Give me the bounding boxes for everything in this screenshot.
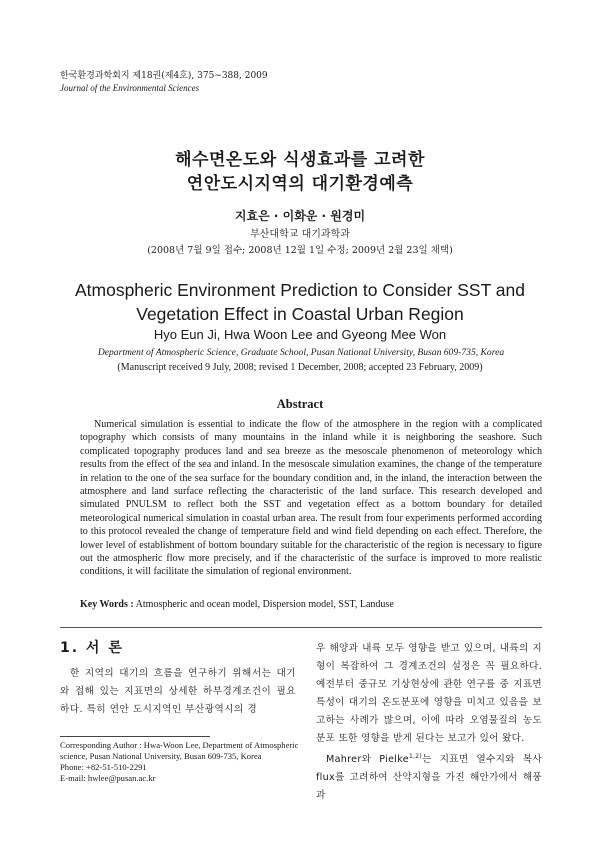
- keywords-label: Key Words :: [80, 599, 134, 610]
- intro-paragraph-2: [316, 748, 542, 805]
- footnote-divider: [60, 736, 210, 737]
- korean-authors: 지효은 · 이화운 · 원경미: [234, 209, 366, 223]
- english-title: [0, 278, 600, 326]
- intro-citation-authors: Mahrer와 Pielke: [326, 754, 409, 766]
- abstract-body: Numerical simulation is essential to indicate the flow of the atmosphere in the region with a complicated topography which consists of many mountains in the inland while it is neighboring the seashore. Such complicated topography produces land and sea breeze as the mesoscale phenomenon of meteorology which results from the effect of the sea and inland. In the mesoscale simulation examines, the change of the temperature in relation to the one of the sea surface for the boundary condition and, in the inland, the interaction between the atmosphere and land surface reflecting the characteristic of the land surface. This research developed and simulated PNULSM to reflect both the SST and vegetation effect as a bottom boundary for detailed meteorological numerical simulation in coastal urban area. The result from four experiments performed according to this protocol revealed the change of temperature field and wind field depending on each effect. Therefore, the lower level of establishment of bottom boundary suitable for the characteristic of the region is necessary to figure out the atmospheric flow more precisely, and if the characteristic of the surface is improved to more realistic conditions, it will facilitate the simulation of regional environment.: [80, 419, 542, 578]
- intro-paragraph-1: 우 해양과 내륙 모두 영향을 받고 있으며, 내륙의 지형이 복잡하여 그 경계조건의 설정은 꼭 필요하다. 예전부터 중규모 기상현상에 관한 연구를 중 지표면 특성이 대기의 온도분포에 영향을 미치고 있음을 보고하는 사례가 많으며, 이에 따라 오염물질의 농도 분포 또한 영향을 받게 된다는 보고가 있어 왔다.: [316, 643, 542, 744]
- korean-affiliation: 부산대학교 대기과학과: [250, 229, 350, 240]
- footnote-author: Corresponding Author : Hwa-Woon Lee, Department of Atmospheric science, Pusan National University, Busan 609-735, Korea: [60, 740, 299, 761]
- keywords: [80, 599, 550, 610]
- korean-title-line1: 해수면온도와 식생효과를 고려한: [175, 150, 425, 170]
- abstract-heading: Abstract: [276, 397, 324, 411]
- english-title-line1: Atmospheric Environment Prediction to Consider SST and: [74, 280, 526, 300]
- journal-name: Journal of the Environmental Sciences: [60, 83, 200, 93]
- korean-title: [0, 148, 600, 196]
- footnote-phone: Phone: +82-51-510-2291: [60, 762, 147, 772]
- section-heading: 1. 서 론: [60, 640, 124, 656]
- english-authors: Hyo Eun Ji, Hwa Woon Lee and Gyeong Mee Won: [153, 327, 447, 342]
- journal-header: [60, 70, 268, 94]
- intro-left-column: 한 지역의 대기의 흐름을 연구하기 위해서는 대기와 접해 있는 지표면의 상세한 하부경계조건이 필요하다. 특히 연안 도시지역인 부산광역시의 경: [60, 668, 296, 715]
- korean-title-line2: 연안도시지역의 대기환경예측: [186, 174, 414, 194]
- english-received-dates: (Manuscript received 9 July, 2008; revised 1 December, 2008; accepted 23 February, 2009): [117, 362, 483, 373]
- footnote-email: E-mail: hwlee@pusan.ac.kr: [60, 773, 156, 783]
- keywords-text: Atmospheric and ocean model, Dispersion model, SST, Landuse: [133, 599, 394, 610]
- english-title-line2: Vegetation Effect in Coastal Urban Region: [136, 304, 464, 324]
- journal-citation: 한국환경과학회지 제18권(제4호), 375∼388, 2009: [60, 71, 268, 81]
- corresponding-author-footnote: [60, 740, 300, 784]
- citation-superscript: 1,2): [408, 753, 423, 760]
- intro-right-column: [316, 640, 542, 805]
- intro-paragraph-2-text: 는 지표면 열수지와 복사 flux를 고려하여 산악지형을 가진 해안가에서 해풍과: [316, 754, 542, 802]
- korean-received-dates: (2008년 7월 9일 접수; 2008년 12월 1일 수정; 2009년 2월 23일 채택): [147, 245, 453, 256]
- english-department: Department of Atmospheric Science, Graduate School, Pusan National University, Busan 609-735, Korea: [97, 347, 505, 358]
- section-divider: [60, 627, 542, 628]
